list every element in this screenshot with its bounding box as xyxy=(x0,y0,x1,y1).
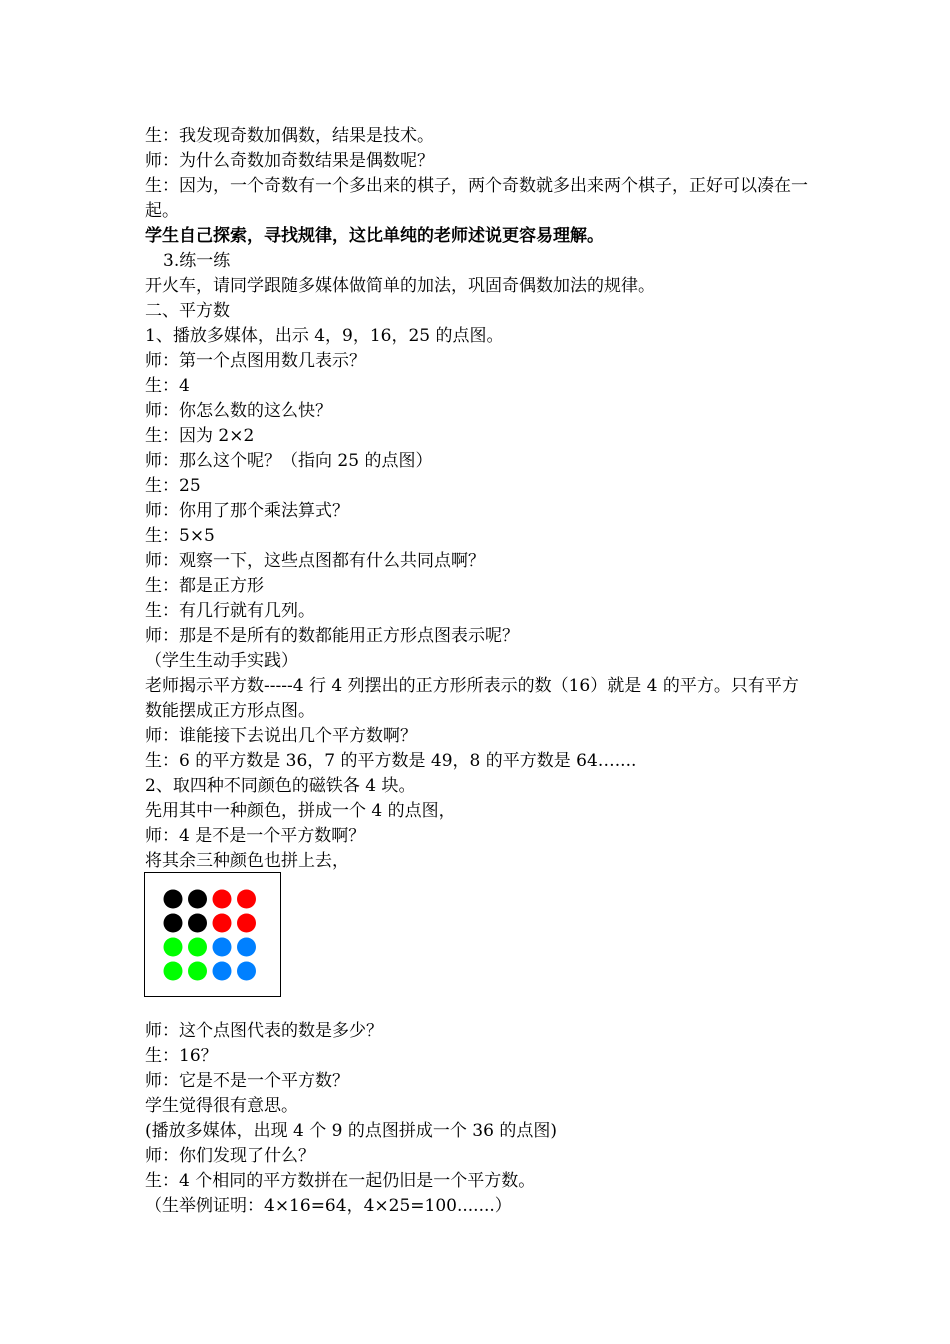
text-line: 师：那是不是所有的数都能用正方形点图表示呢？ xyxy=(145,626,519,646)
text-line: 2、取四种不同颜色的磁铁各 4 块。 xyxy=(145,776,416,796)
text-line: 师：为什么奇数加奇数结果是偶数呢？ xyxy=(145,151,434,171)
magnet-dot xyxy=(237,890,256,909)
text-line: (播放多媒体，出现 4 个 9 的点图拼成一个 36 的点图) xyxy=(145,1121,557,1141)
text-line: 师：第一个点图用数几表示？ xyxy=(145,351,366,371)
magnet-dot xyxy=(164,890,183,909)
text-line: 师：那么这个呢？（指向 25 的点图） xyxy=(145,451,433,471)
magnet-dot xyxy=(164,938,183,957)
magnet-dot xyxy=(213,914,232,933)
magnet-dot xyxy=(164,962,183,981)
section-practice-heading: 3.练一练 xyxy=(163,251,231,271)
text-line: 生：有几行就有几列。 xyxy=(145,601,315,621)
text-line: 生：因为，一个奇数有一个多出来的棋子，两个奇数就多出来两个棋子，正好可以凑在一起。 xyxy=(145,176,808,221)
text-line: 生：6 的平方数是 36，7 的平方数是 49，8 的平方数是 64….... xyxy=(145,751,637,771)
text-line: 师：这个点图代表的数是多少？ xyxy=(145,1021,383,1041)
magnet-dot xyxy=(213,890,232,909)
text-line: 师：4 是不是一个平方数啊？ xyxy=(145,826,366,846)
text-line: （学生生动手实践） xyxy=(145,651,298,671)
magnet-dot xyxy=(164,914,183,933)
dot-grid-graphic xyxy=(145,873,282,998)
text-line: 生：都是正方形 xyxy=(145,576,264,596)
bold-commentary: 学生自己探索，寻找规律，这比单纯的老师述说更容易理解。 xyxy=(145,226,604,246)
text-line: 师：观察一下，这些点图都有什么共同点啊？ xyxy=(145,551,485,571)
text-line: 师：你们发现了什么？ xyxy=(145,1146,315,1166)
text-line: 开火车，请同学跟随多媒体做简单的加法，巩固奇偶数加法的规律。 xyxy=(145,276,655,296)
text-line: 师：你用了那个乘法算式？ xyxy=(145,501,349,521)
text-line: 生：5×5 xyxy=(145,526,215,546)
magnet-dot xyxy=(237,914,256,933)
square-dot-figure xyxy=(144,872,281,997)
text-line: 生：4 xyxy=(145,376,190,396)
magnet-dot xyxy=(213,962,232,981)
lesson-text-lower xyxy=(145,1019,810,1219)
text-line: 生：因为 2×2 xyxy=(145,426,255,446)
section-square-numbers-heading: 二、平方数 xyxy=(145,301,230,321)
lesson-text-upper xyxy=(145,124,810,874)
magnet-dot xyxy=(237,938,256,957)
text-line: 生：4 个相同的平方数拼在一起仍旧是一个平方数。 xyxy=(145,1171,536,1191)
magnet-dot xyxy=(237,962,256,981)
text-line: 生：25 xyxy=(145,476,201,496)
text-line: 师：它是不是一个平方数？ xyxy=(145,1071,349,1091)
text-line: 学生觉得很有意思。 xyxy=(145,1096,298,1116)
text-line: 生：我发现奇数加偶数，结果是技术。 xyxy=(145,126,434,146)
text-line: 1、播放多媒体，出示 4，9，16，25 的点图。 xyxy=(145,326,504,346)
text-line: 师：你怎么数的这么快？ xyxy=(145,401,332,421)
text-line: 先用其中一种颜色，拼成一个 4 的点图， xyxy=(145,801,456,821)
text-line: 生：16？ xyxy=(145,1046,218,1066)
magnet-dot xyxy=(188,938,207,957)
magnet-dot xyxy=(213,938,232,957)
magnet-dot xyxy=(188,914,207,933)
text-line: 师：谁能接下去说出几个平方数啊？ xyxy=(145,726,417,746)
text-line: 老师揭示平方数-----4 行 4 列摆出的正方形所表示的数（16）就是 4 的平方。只有平方数能摆成正方形点图。 xyxy=(145,676,799,721)
magnet-dot xyxy=(188,890,207,909)
magnet-dot xyxy=(188,962,207,981)
text-line: 将其余三种颜色也拼上去， xyxy=(145,851,349,871)
text-line: （生举例证明：4×16=64，4×25=100.......） xyxy=(145,1196,512,1216)
